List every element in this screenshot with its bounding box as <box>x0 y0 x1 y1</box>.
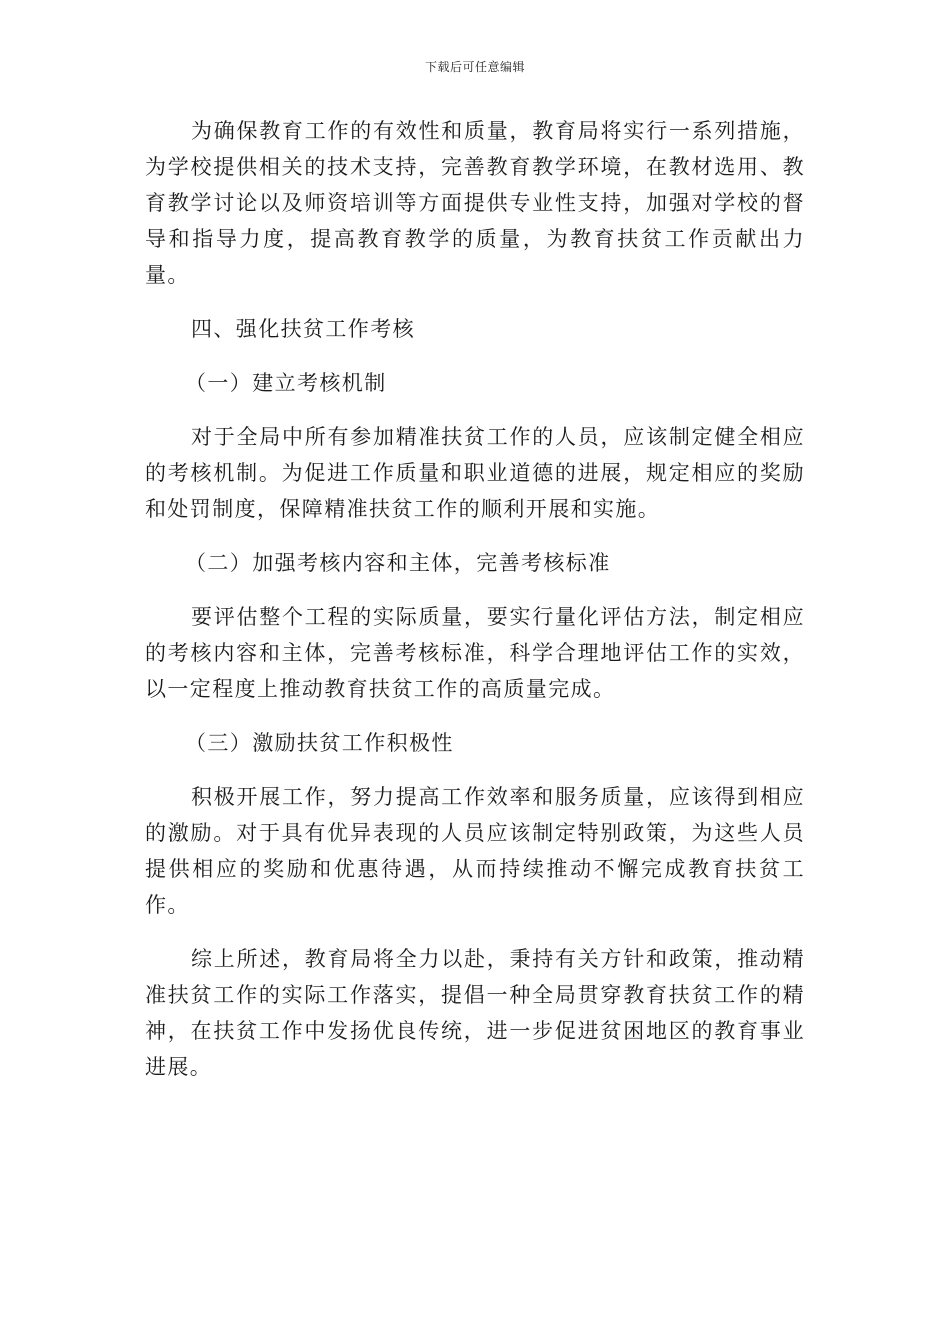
document-body <box>145 113 805 1103</box>
paragraph-incentives: 积极开展工作，努力提高工作效率和服务质量，应该得到相应的激励。对于具有优异表现的人员应该制定特别政策，为这些人员提供相应的奖励和优惠待遇，从而持续推动不懈完成教育扶贫工作。 <box>145 785 805 917</box>
paragraph-conclusion: 综上所述，教育局将全力以赴，秉持有关方针和政策，推动精准扶贫工作的实际工作落实，提倡一种全局贯穿教育扶贫工作的精神，在扶贫工作中发扬优良传统，进一步促进贫困地区的教育事业进展。 <box>145 947 805 1079</box>
subsection-heading-incentives: （三）激励扶贫工作积极性 <box>185 731 454 755</box>
section-heading-assessment: 四、强化扶贫工作考核 <box>191 317 415 341</box>
paragraph-education-quality: 为确保教育工作的有效性和质量，教育局将实行一系列措施，为学校提供相关的技术支持，完善教育教学环境，在教材选用、教育教学讨论以及师资培训等方面提供专业性支持，加强对学校的督导和指导力度，提高教育教学的质量，为教育扶贫工作贡献出力量。 <box>145 119 805 287</box>
paragraph-assessment-mechanism: 对于全局中所有参加精准扶贫工作的人员，应该制定健全相应的考核机制。为促进工作质量和职业道德的进展，规定相应的奖励和处罚制度，保障精准扶贫工作的顺利开展和实施。 <box>145 425 805 521</box>
header-note: 下载后可任意编辑 <box>424 60 525 74</box>
subsection-heading-standards: （二）加强考核内容和主体，完善考核标准 <box>185 551 611 575</box>
paragraph-assessment-standards: 要评估整个工程的实际质量，要实行量化评估方法，制定相应的考核内容和主体，完善考核标准，科学合理地评估工作的实效，以一定程度上推动教育扶贫工作的高质量完成。 <box>145 605 805 701</box>
subsection-heading-mechanism: （一）建立考核机制 <box>185 371 387 395</box>
